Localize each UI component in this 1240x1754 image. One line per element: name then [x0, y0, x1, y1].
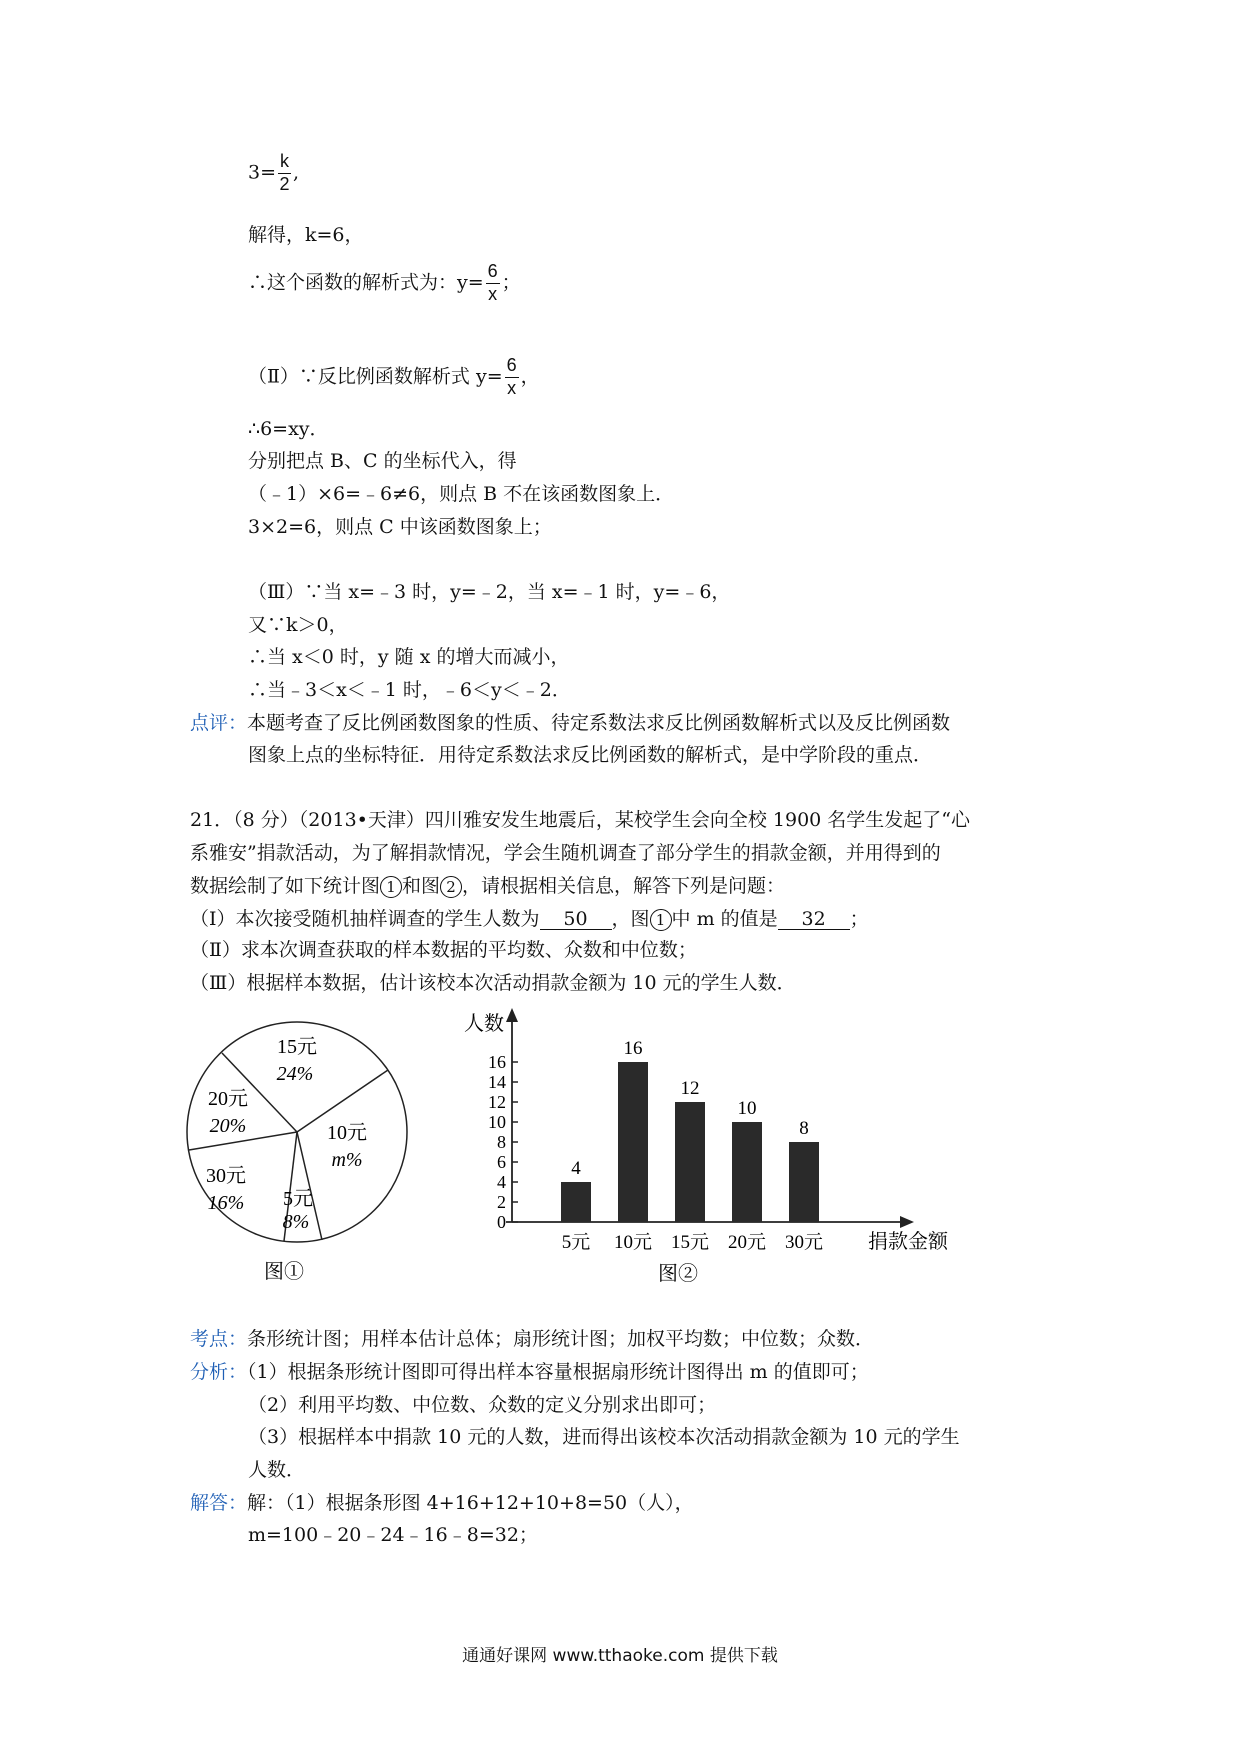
answer-blank-1: 50 — [540, 910, 612, 930]
bar-15元 — [675, 1102, 705, 1222]
jieda-line-1 — [190, 1494, 694, 1513]
y-tick-label: 16 — [488, 1052, 506, 1072]
jieda-line-2: m=100﹣20﹣24﹣16﹣8=32； — [248, 1524, 538, 1546]
circled-number: 2 — [440, 876, 462, 898]
pie-label-5: 5元 — [283, 1188, 313, 1210]
eq-4-left: （Ⅱ）∵反比例函数解析式 y= — [248, 365, 503, 388]
question-text: 中 m 的值是 — [671, 908, 778, 930]
fraction-6-over-x — [505, 356, 519, 399]
text-line-2: 解得，k=6， — [248, 224, 364, 246]
y-axis-label: 人数 — [464, 1013, 504, 1035]
fenxi-line-1 — [190, 1363, 869, 1382]
jieda-label: 解答： — [190, 1492, 248, 1514]
bar-value-label: 10 — [737, 1098, 757, 1119]
fraction-6-over-x — [486, 262, 500, 305]
text-line-8: 3×2=6，则点 C 中该函数图象上； — [248, 516, 552, 538]
problem-text: ，请根据相关信息，解答下列是问题： — [462, 875, 786, 897]
pie-label-15: 15元 — [277, 1036, 317, 1058]
problem-line-2: 系雅安”捐款活动，为了解捐款情况，学会生随机调查了部分学生的捐款金额，并用得到的 — [190, 842, 941, 864]
text-line-12: ∴当﹣3＜x＜﹣1 时，﹣6＜y＜﹣2． — [248, 679, 571, 701]
jieda-text: 解：（1）根据条形图 4+16+12+10+8=50（人）， — [247, 1492, 694, 1514]
eq-line-4 — [248, 356, 540, 399]
bar-value-label: 16 — [623, 1038, 643, 1059]
fenxi-line-3: （3）根据样本中捐款 10 元的人数，进而得出该校本次活动捐款金额为 10 元的学生 — [248, 1426, 960, 1448]
eq-1-post: , — [293, 161, 300, 184]
eq-line-3 — [248, 262, 521, 305]
frac-den: 2 — [279, 173, 290, 194]
eq-1-left: 3= — [248, 161, 277, 184]
frac-den: x — [488, 283, 498, 304]
pie-label-20: 20元 — [208, 1088, 248, 1110]
bar-value-label: 12 — [680, 1078, 700, 1099]
kaodian-text: 条形统计图；用样本估计总体；扇形统计图；加权平均数；中位数；众数． — [247, 1328, 875, 1350]
x-tick-label: 15元 — [670, 1232, 710, 1253]
problem-text: 和图 — [402, 875, 441, 897]
comment-line-1 — [190, 714, 950, 733]
problem-text: 数据绘制了如下统计图 — [190, 875, 381, 897]
text-line-7: （﹣1）×6=﹣6≠6，则点 B 不在该函数图象上． — [248, 483, 675, 505]
text-line-6: 分别把点 B、C 的坐标代入，得 — [248, 450, 517, 472]
fraction-k-over-2 — [278, 152, 291, 195]
fenxi-line-4: 人数． — [248, 1459, 306, 1481]
question-3: （Ⅲ）根据样本数据，估计该校本次活动捐款金额为 10 元的学生人数． — [190, 972, 796, 994]
question-text: ； — [849, 908, 869, 930]
y-tick-label: 8 — [497, 1132, 506, 1152]
kaodian-label: 考点： — [190, 1328, 248, 1350]
bar-30元 — [789, 1142, 819, 1222]
text-line-9: （Ⅲ）∵当 x=﹣3 时，y=﹣2，当 x=﹣1 时，y=﹣6， — [248, 581, 731, 603]
x-tick-label: 20元 — [727, 1232, 767, 1253]
pie-pct-20: 20% — [209, 1115, 247, 1137]
x-tick-label: 5元 — [561, 1232, 591, 1253]
eq-line-1 — [248, 152, 299, 195]
y-tick-label: 14 — [488, 1072, 506, 1092]
text-line-10: 又∵k＞0， — [248, 614, 348, 636]
problem-line-1: 21．（8 分）（2013•天津）四川雅安发生地震后，某校学生会向全校 1900 名学生发起了“心 — [190, 809, 971, 831]
comment-text: 本题考查了反比例函数图象的性质、待定系数法求反比例函数解析式以及反比例函数 — [247, 712, 951, 734]
pie-chart — [180, 1010, 450, 1290]
problem-line-3 — [190, 876, 785, 898]
frac-num: k — [278, 152, 291, 174]
x-axis-label: 捐款金额 — [868, 1231, 948, 1253]
answer-blank-2: 32 — [778, 910, 850, 930]
frac-den: x — [507, 377, 517, 398]
y-tick-label: 6 — [497, 1152, 506, 1172]
question-text: ，图 — [611, 908, 650, 930]
y-tick-label: 2 — [497, 1192, 506, 1212]
y-tick-label: 4 — [497, 1172, 506, 1192]
frac-num: 6 — [505, 356, 519, 378]
comment-line-2: 图象上点的坐标特征．用待定系数法求反比例函数的解析式，是中学阶段的重点． — [248, 744, 933, 766]
text-line-11: ∴当 x＜0 时，y 随 x 的增大而减小， — [248, 646, 570, 668]
kaodian-line — [190, 1330, 874, 1349]
comment-label: 点评： — [190, 712, 248, 734]
circled-number: 1 — [650, 909, 672, 931]
bar-20元 — [732, 1122, 762, 1222]
y-tick-label: 10 — [488, 1112, 506, 1132]
x-axis-arrow — [900, 1216, 914, 1228]
pie-label-10: 10元 — [327, 1122, 367, 1144]
x-tick-label: 30元 — [784, 1232, 824, 1253]
fenxi-text: （1）根据条形统计图即可得出样本容量根据扇形统计图得出 m 的值即可； — [247, 1361, 869, 1383]
text-line-5: ∴6=xy． — [248, 418, 329, 440]
question-1 — [190, 909, 869, 931]
pie-label-30: 30元 — [206, 1165, 246, 1187]
eq-3-post: ； — [501, 271, 521, 294]
x-tick-label: 10元 — [613, 1232, 653, 1253]
y-tick-label: 12 — [488, 1092, 506, 1112]
circled-number: 1 — [380, 876, 402, 898]
fenxi-label: 分析： — [190, 1361, 248, 1383]
y-axis-arrow — [506, 1008, 518, 1022]
bar-10元 — [618, 1062, 648, 1222]
pie-pct-15: 24% — [276, 1063, 314, 1085]
bar-value-label: 4 — [571, 1158, 581, 1179]
page-footer: 通通好课网 www.tthaoke.com 提供下载 — [462, 1646, 778, 1666]
bar-chart — [440, 1000, 980, 1300]
eq-3-left: ∴这个函数的解析式为：y= — [248, 271, 484, 294]
bar-5元 — [561, 1182, 591, 1222]
pie-pct-5: 8% — [282, 1211, 310, 1233]
eq-4-post: ， — [520, 365, 540, 388]
question-2: （Ⅱ）求本次调查获取的样本数据的平均数、众数和中位数； — [190, 939, 697, 961]
y-tick-label: 0 — [497, 1212, 506, 1232]
bar-value-label: 8 — [799, 1118, 809, 1139]
frac-num: 6 — [486, 262, 500, 284]
fenxi-line-2: （2）利用平均数、中位数、众数的定义分别求出即可； — [248, 1394, 717, 1416]
bar-caption: 图② — [658, 1263, 698, 1285]
question-text: （Ⅰ）本次接受随机抽样调查的学生人数为 — [190, 908, 540, 930]
pie-pct-10: m% — [331, 1149, 363, 1171]
pie-caption: 图① — [264, 1261, 304, 1283]
pie-pct-30: 16% — [207, 1192, 245, 1214]
